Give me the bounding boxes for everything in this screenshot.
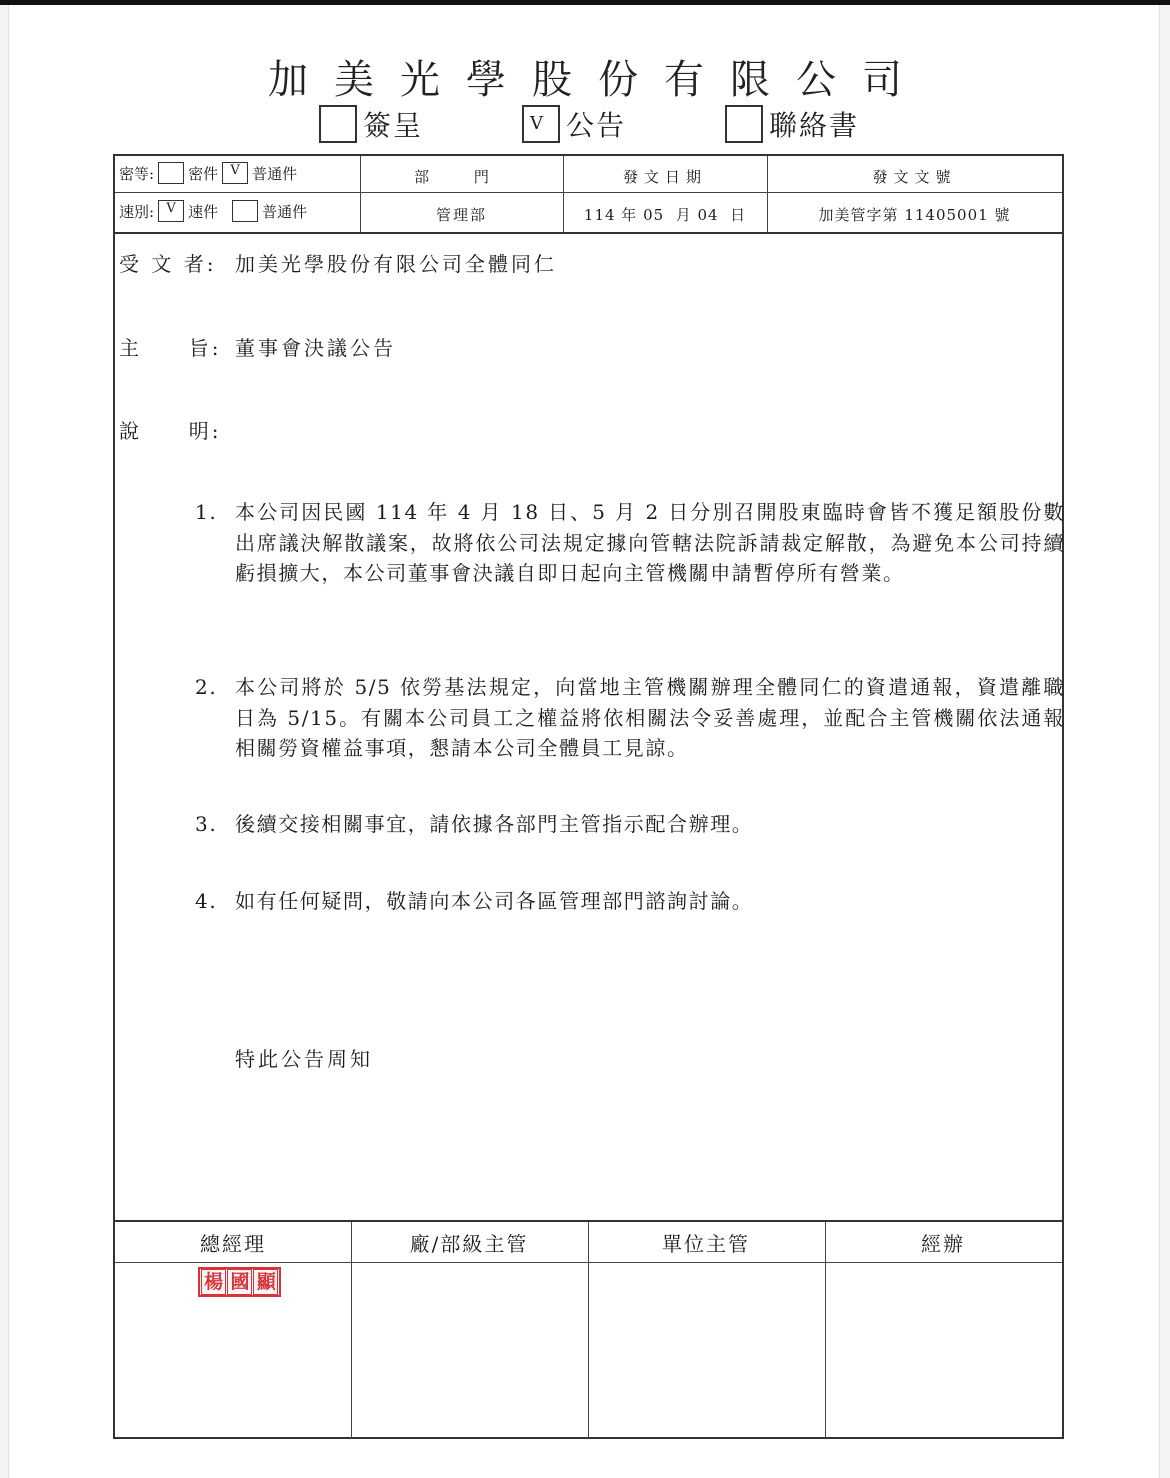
sig-header-unit-manager: 單位主管 <box>662 1231 750 1256</box>
doctype-announcement <box>522 104 626 144</box>
red-name-seal <box>198 1267 281 1297</box>
recipient-label: 受 文 者: <box>119 252 217 276</box>
item-3-number: 3. <box>195 812 218 836</box>
explanation-label: 說 明: <box>119 419 222 443</box>
item-3-text: 後續交接相關事宜，請依據各部門主管指示配合辦理。 <box>235 812 754 836</box>
confidentiality-row <box>119 162 297 184</box>
closing-text: 特此公告周知 <box>235 1047 373 1071</box>
item-4 <box>195 886 1065 917</box>
speed-row <box>119 200 307 222</box>
item-1-number: 1. <box>195 500 218 524</box>
doctype-liaison-label: 聯絡書 <box>769 109 860 142</box>
date-value: 114 年 05 月 04 日 <box>583 206 747 224</box>
sig-header-general-manager: 總經理 <box>200 1231 266 1256</box>
speed-normal-option: 普通件 <box>262 202 308 221</box>
doctype-liaison-checkbox <box>725 105 763 143</box>
urgent-checkbox: V <box>158 200 184 222</box>
seal-char-3: 顯 <box>253 1269 278 1295</box>
doctype-petition-label: 簽呈 <box>363 109 424 142</box>
speed-label: 速別: <box>119 202 155 221</box>
item-1 <box>195 497 1065 589</box>
normal-checkbox: V <box>222 162 248 184</box>
normal-option: 普通件 <box>252 164 298 183</box>
doctype-petition <box>319 104 423 144</box>
doctype-announcement-checkbox: V <box>522 105 560 143</box>
doctype-liaison <box>725 104 859 144</box>
item-4-number: 4. <box>195 889 218 913</box>
subject-label: 主 旨: <box>119 336 222 360</box>
confidential-option: 密件 <box>188 164 219 183</box>
urgent-option: 速件 <box>188 202 219 221</box>
item-2-number: 2. <box>195 675 218 699</box>
confidential-checkbox <box>158 162 184 184</box>
department-value: 管理部 <box>435 206 487 224</box>
company-title: 加美光學股份有限公司 <box>268 57 928 103</box>
recipient-value: 加美光學股份有限公司全體同仁 <box>235 252 557 276</box>
document-frame <box>113 154 1064 1439</box>
item-3 <box>195 809 1065 840</box>
item-4-text: 如有任何疑問，敬請向本公司各區管理部門諮詢討論。 <box>235 889 754 913</box>
docnum-label: 發文文號 <box>872 168 957 186</box>
item-2-text: 本公司將於 5/5 依勞基法規定，向當地主管機關辦理全體同仁的資遣通報，資遣離職日為 5/15。有關本公司員工之權益將依相關法令妥善處理，並配合主管機關依法通報相關勞資權益事項，懇請本公司全體員工見諒。 <box>235 675 1065 760</box>
item-2 <box>195 672 1065 764</box>
sig-header-handler: 經辦 <box>921 1231 965 1256</box>
date-label: 發文日期 <box>622 168 707 186</box>
header-table <box>115 156 1062 234</box>
speed-normal-checkbox <box>232 200 258 222</box>
doctype-announcement-label: 公告 <box>566 109 627 142</box>
item-1-text: 本公司因民國 114 年 4 月 18 日、5 月 2 日分別召開股東臨時會皆不獲足額股份數出席議決解散議案，故將依公司法規定據向管轄法院訴請裁定解散，為避免本公司持續虧損擴大，本公司董事會決議自即日起向主管機關申請暫停所有營業。 <box>235 500 1065 585</box>
seal-char-2: 國 <box>227 1269 252 1295</box>
subject-value: 董事會決議公告 <box>235 336 396 360</box>
sig-header-plant-manager: 廠/部級主管 <box>409 1231 529 1256</box>
seal-char-1: 楊 <box>201 1269 226 1295</box>
docnum-value: 加美管字第 11405001 號 <box>818 206 1011 224</box>
confidentiality-label: 密等: <box>119 164 155 183</box>
department-label: 部 門 <box>414 168 509 186</box>
signature-table <box>115 1220 1062 1439</box>
doctype-petition-checkbox <box>319 105 357 143</box>
